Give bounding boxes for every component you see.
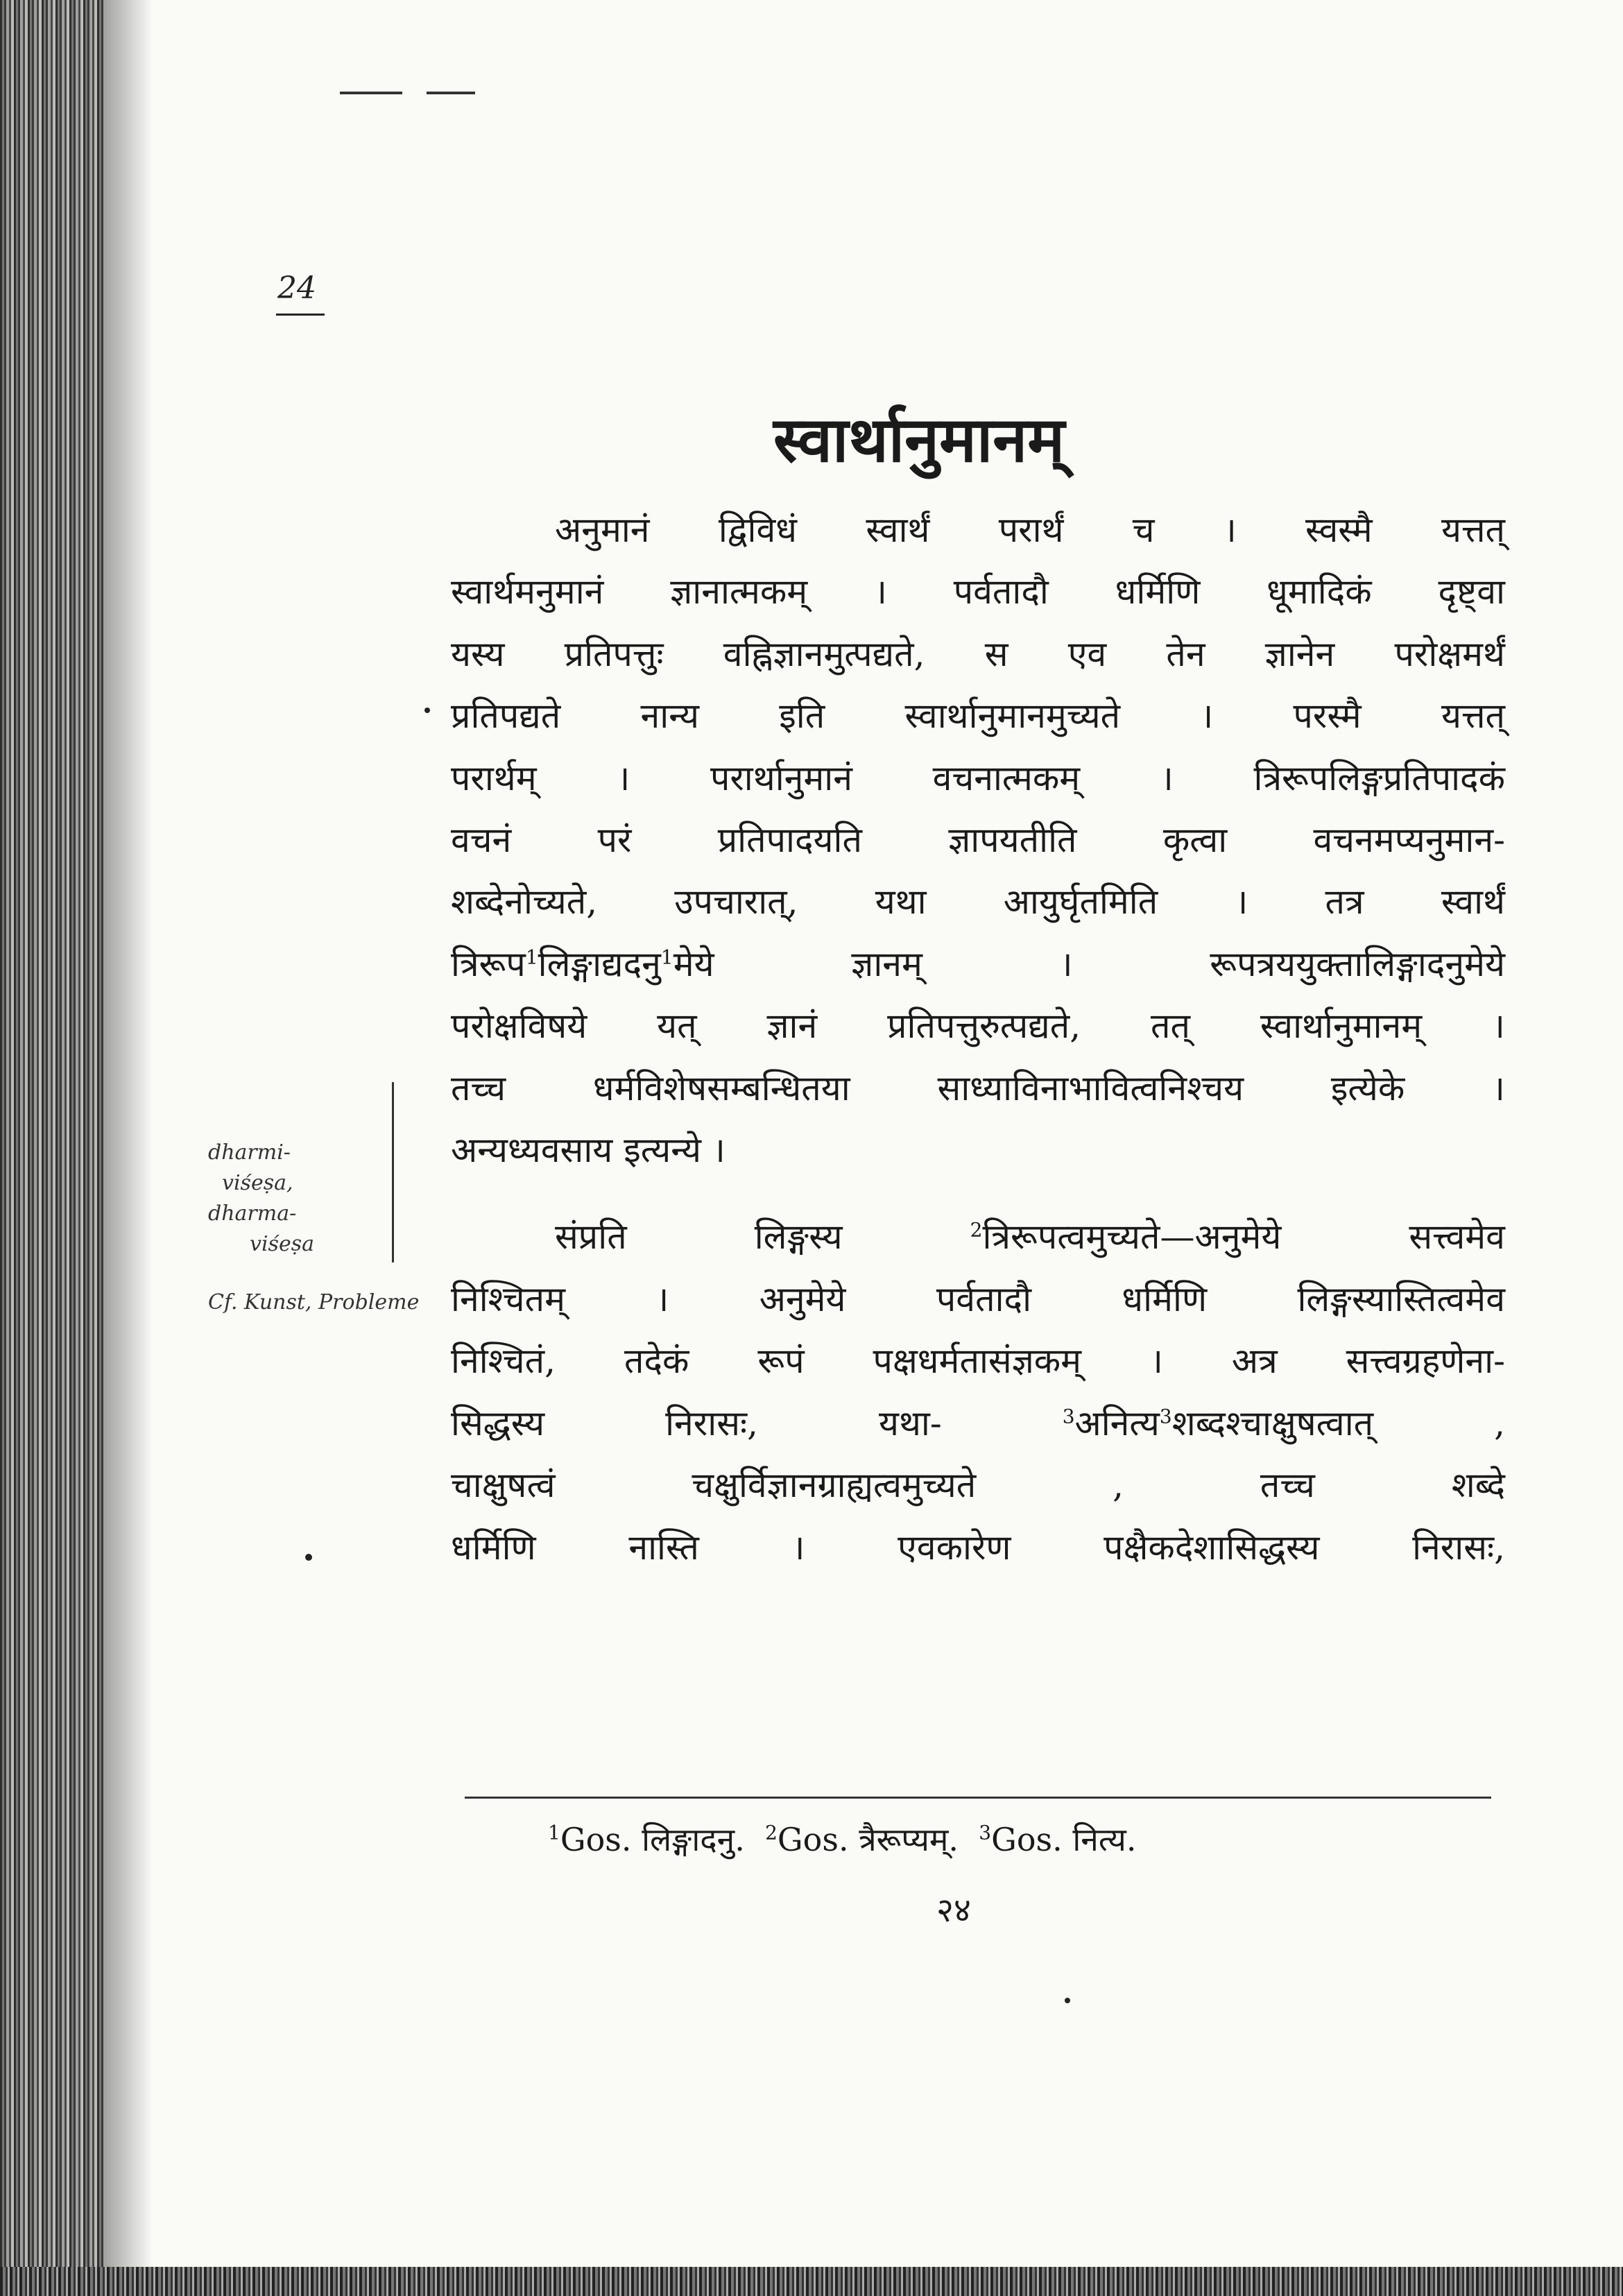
footnotes [548, 1817, 1450, 1860]
scan-binding-shadow [104, 0, 153, 2296]
text-segment: लिङ्गाद्यदनु [538, 943, 661, 984]
scan-bottom-edge [0, 2267, 1623, 2296]
text-line [451, 1393, 1505, 1455]
footnote-text: Gos. त्रैरूप्यम्. [777, 1821, 959, 1858]
scan-binding-edge [0, 0, 104, 2296]
text-line: परोक्षविषये यत् ज्ञानं प्रतिपत्तुरुत्पद्यते, तत् स्वार्थानुमानम् । [451, 1006, 1505, 1047]
top-dash-mark [340, 92, 402, 94]
text-line: निश्चितम् । अनुमेये पर्वतादौ धर्मिणि लिङ्गस्यास्तित्वमेव [451, 1278, 1505, 1319]
page-number: २४ [936, 1891, 971, 1930]
margin-note-line: dharmi- [208, 1140, 291, 1165]
footnote-marker: 1 [660, 945, 673, 969]
text-segment: त्रिरूपत्वमुच्यते—अनुमेये सत्त्वमेव [982, 1217, 1505, 1258]
text-line: स्वार्थमनुमानं ज्ञानात्मकम् । पर्वतादौ धर्मिणि धूमादिकं दृष्ट्वा [451, 572, 1505, 612]
footnote-marker: 1 [525, 945, 538, 969]
text-line: वचनं परं प्रतिपादयति ज्ञापयतीति कृत्वा वचनमप्यनुमान- [451, 820, 1505, 861]
text-line: निश्चितं, तदेकं रूपं पक्षधर्मतासंज्ञकम् । अत्र सत्त्वग्रहणेना- [451, 1341, 1505, 1382]
handwritten-margin-reference: Cf. Kunst, Probleme [208, 1290, 420, 1314]
top-dash-mark [427, 92, 475, 94]
margin-note-line: viśeṣa [250, 1232, 314, 1256]
text-line: परार्थम् । परार्थानुमानं वचनात्मकम् । त्रिरूपलिङ्गप्रतिपादकं [451, 757, 1505, 798]
text-line: प्रतिपद्यते नान्य इति स्वार्थानुमानमुच्यते । परस्मै यत्तत् [451, 696, 1505, 737]
text-segment: सिद्धस्य निरासः, यथा- [451, 1403, 942, 1443]
text-line [451, 1206, 1505, 1268]
handwritten-page-number: 24 [277, 271, 316, 306]
text-line: धर्मिणि नास्ति । एवकारेण पक्षैकदेशासिद्धस्य निरासः, [451, 1527, 1505, 1568]
text-segment: मेये ज्ञानम् । रूपत्रययुक्तालिङ्गादनुमेये [673, 943, 1505, 984]
text-segment: शब्दश्चाक्षुषत्वात् , [1171, 1403, 1505, 1443]
margin-note-line: dharma- [208, 1201, 297, 1226]
text-line: अन्यध्यवसाय इत्यन्ये । [451, 1130, 725, 1171]
text-line: अनुमानं द्विविधं स्वार्थं परार्थं च । स्वस्मै यत्तत् [555, 510, 1505, 550]
text-line: चाक्षुषत्वं चक्षुर्विज्ञानग्राह्यत्वमुच्यते , तच्च शब्दे [451, 1465, 1505, 1506]
footnote-marker: 2 [970, 1218, 983, 1242]
scan-speck [305, 1554, 312, 1561]
footnote-number: 1 [548, 1821, 560, 1844]
footnote-text: Gos. नित्य. [991, 1821, 1137, 1858]
text-line [451, 934, 1505, 995]
text-segment: त्रिरूप [451, 943, 526, 984]
text-line: यस्य प्रतिपत्तुः वह्निज्ञानमुत्पद्यते, स एव तेन ज्ञानेन परोक्षमर्थं [451, 633, 1505, 674]
footnote-text: Gos. लिङ्गादनु. [560, 1821, 745, 1858]
text-line: शब्देनोच्यते, उपचारात्, यथा आयुर्घृतमिति । तत्र स्वार्थं [451, 882, 1505, 923]
text-segment: अनित्य [1074, 1403, 1160, 1443]
text-line: तच्च धर्मविशेषसम्बन्धितया साध्याविनाभावित्वनिश्चय इत्येके । [451, 1068, 1505, 1108]
scan-speck [1065, 1998, 1070, 2003]
footnote-marker: 3 [1062, 1405, 1075, 1428]
page-title: स्वार्थानुमानम् [773, 403, 1065, 477]
footnote-marker: 3 [1159, 1405, 1172, 1428]
footnote-rule [465, 1797, 1491, 1799]
handwritten-margin-note [208, 1138, 402, 1260]
footnote-number: 3 [979, 1821, 992, 1844]
main-text [451, 499, 1505, 1579]
handwritten-underline [276, 314, 325, 316]
footnote-number: 2 [765, 1821, 778, 1844]
margin-note-line: viśeṣa, [222, 1171, 293, 1195]
scan-speck [424, 708, 430, 713]
text-segment: संप्रति लिङ्गस्य [555, 1217, 843, 1258]
